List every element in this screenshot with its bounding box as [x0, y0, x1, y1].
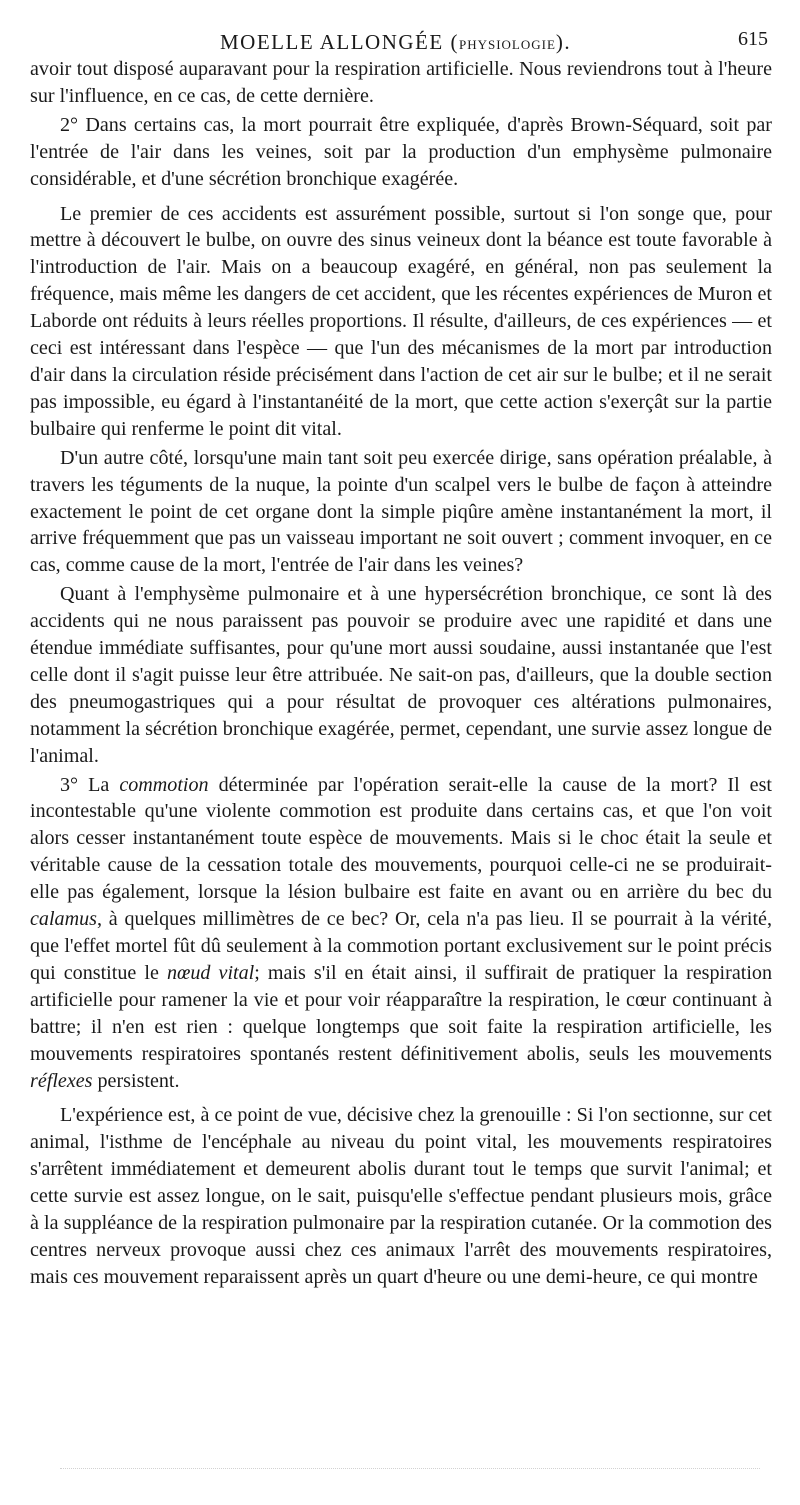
running-title-section: PHYSIOLOGIE	[458, 37, 556, 52]
page-number: 615	[738, 28, 768, 50]
book-page	[30, 22, 772, 1291]
commotion-text-d: ; mais s'il en était ainsi, il suffirait de pratiquer la respiration artificielle pour ramener la vie et pour voir réapparaître la respiration, le cœur continuant à battre; il n'en est rien : quelque longtemps que soit faite la respiration artificielle, les mouvements respiratoires spontanés restent définitivement abolis, seuls les mouvements	[30, 961, 772, 1065]
bottom-bleed-through	[60, 1468, 760, 1472]
paragraph-emphysema: Quant à l'emphysème pulmonaire et à une hypersécrétion bronchique, ce sont là des accidents qui ne nous paraissent pas pouvoir se produire avec une rapidité et dans une étendue immédiate suffisantes, pour qu'une mort aussi soudaine, aussi instantanée que l'est celle dont il s'agit puisse leur être attribuée. Ne sait-on pas, d'ailleurs, que la double section des pneumogastriques qui a pour résultat de provoquer ces altérations pulmonaires, notamment la sécrétion bronchique exagérée, permet, cependant, une survie assez longue de l'animal.	[30, 583, 772, 767]
reflexes-emphasis: réflexes	[30, 1069, 93, 1092]
commotion-text-c: , à quelques millimètres de ce bec? Or, cela n'a pas lieu. Il se pourrait à la vérité, que l'effet mortel fût dû seulement à la commotion portant exclusivement sur le point précis qui constitue le	[30, 908, 772, 984]
running-title-paren-open: (	[450, 30, 459, 54]
commotion-emphasis: commotion	[119, 773, 209, 796]
commotion-text-e: persistent.	[92, 1069, 180, 1092]
paragraph-air-entry: Le premier de ces accidents est assurément possible, surtout si l'on songe que, pour mettre à découvert le bulbe, on ouvre des sinus veineux dont la béance est toute favorable à l'introduction de l'air. Mais on a beaucoup exagéré, en général, non pas seulement la fréquence, mais même les dangers de cet accident, que les récentes expériences de Muron et Laborde ont réduits à leurs réelles proportions. Il résulte, d'ailleurs, de ces expériences — et ceci est intéressant dans l'espèce — que l'un des mécanismes de la mort par introduction d'air dans la circulation réside précisément dans l'action de cet air sur le bulbe; et il ne serait pas impossible, eu égard à l'instantanéité de la mort, que cette action s'exerçât sur la partie bulbaire qui renferme le point dit vital.	[30, 202, 772, 440]
paragraph-brown-sequard: 2° Dans certains cas, la mort pourrait être expliquée, d'après Brown-Séquard, soit par l'entrée de l'air dans les veines, soit par la production d'un emphysème pulmonaire considérable, et d'une sécrétion bronchique exagérée.	[30, 113, 772, 190]
running-head	[30, 22, 772, 56]
running-title-paren-close: ).	[555, 30, 572, 54]
running-title	[220, 30, 571, 55]
paragraph-scalpel: D'un autre côté, lorsqu'une main tant soit peu exercée dirige, sans opération préalable, à travers les téguments de la nuque, la pointe d'un scalpel vers le bulbe de façon à atteindre exactement le point de cet organe dont la simple piqûre amène instantanément la mort, il arrive fréquemment que pas un vaisseau important ne soit ouvert ; comment invoquer, en ce cas, comme cause de la mort, l'entrée de l'air dans les veines?	[30, 446, 772, 577]
paragraph-frog-experiment: L'expérience est, à ce point de vue, décisive chez la grenouille : Si l'on sectionne, sur cet animal, l'isthme de l'encéphale au niveau du point vital, les mouvements respiratoires s'arrêtent immédiatement et demeurent abolis durant tout le temps que survit l'animal; et cette survie est assez longue, on le sait, puisqu'elle s'effectue pendant plusieurs mois, grâce à la suppléance de la respiration pulmonaire par la respiration cutanée. Or la commotion des centres nerveux provoque aussi chez ces animaux l'arrêt des mouvements respiratoires, mais ces mouvement reparaissent après un quart d'heure ou une demi-heure, ce qui montre	[30, 1104, 772, 1288]
noeud-vital-emphasis: nœud vital	[166, 961, 255, 984]
running-title-main: MOELLE ALLONGÉE	[220, 30, 444, 54]
commotion-text-a: 3° La	[60, 773, 120, 796]
commotion-text-b: déterminée par l'opération serait-elle la cause de la mort? Il est incontestable qu'une violente commotion est produite dans certains cas, et que l'on voit alors cesser instantanément toute espèce de mouvements. Mais si le choc était la seule et véritable cause de la cessation totale des mouvements, pourquoi celle-ci ne se produirait-elle pas également, lorsque la lésion bulbaire est faite en avant ou en arrière du bec du	[30, 773, 773, 904]
calamus-emphasis: calamus	[30, 908, 97, 931]
body-text	[30, 56, 772, 1291]
paragraph-commotion	[30, 772, 772, 1095]
paragraph-continued: avoir tout disposé auparavant pour la respiration artificielle. Nous reviendrons tout à l'heure sur l'influence, en ce cas, de cette dernière.	[30, 58, 772, 107]
